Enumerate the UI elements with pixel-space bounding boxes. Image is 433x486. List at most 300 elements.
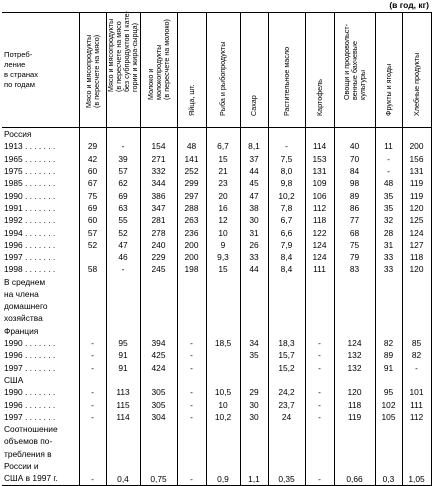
table-cell: [206, 349, 240, 361]
table-cell: 42: [79, 153, 106, 165]
table-cell: 299: [177, 177, 206, 189]
table-cell: -: [305, 386, 334, 398]
table-cell: [240, 128, 268, 141]
table-cell: 386: [140, 189, 177, 201]
table-cell: 0,4: [106, 423, 140, 485]
table-cell: 35: [240, 349, 268, 361]
table-row: [2, 140, 431, 152]
table-row: [2, 411, 431, 423]
column-header-potatoes: [305, 13, 334, 128]
table-cell: 85: [402, 337, 431, 349]
table-cell: [106, 325, 140, 337]
table-cell: 9: [206, 239, 240, 251]
table-cell: 10: [206, 226, 240, 238]
table-cell: 30: [240, 214, 268, 226]
table-cell: [140, 325, 177, 337]
column-header-meat-net: [106, 10, 140, 128]
table-cell: 347: [140, 202, 177, 214]
table-cell: -: [177, 362, 206, 374]
table-cell: [375, 374, 402, 386]
table-cell: 55: [106, 214, 140, 226]
table-cell: 30: [240, 399, 268, 411]
column-header-milk: [140, 13, 177, 128]
table-cell: 118: [402, 251, 431, 263]
column-header-eggs: [177, 13, 206, 128]
table-cell: [79, 374, 106, 386]
table-cell: 252: [177, 165, 206, 177]
table-cell: [206, 362, 240, 374]
table-cell: -: [79, 337, 106, 349]
table-cell: [177, 128, 206, 141]
table-cell: 60: [79, 214, 106, 226]
row-label: 1998 . . . . . . .: [2, 263, 79, 275]
table-cell: 15,2: [268, 362, 305, 374]
table-cell: 424: [140, 362, 177, 374]
column-header-sugar: [240, 13, 268, 128]
table-cell: 48: [375, 177, 402, 189]
table-cell: 40: [334, 140, 375, 152]
table-row: [2, 423, 431, 485]
row-label: В среднем на члена домашнего хозяйства: [2, 276, 79, 325]
table-cell: 245: [140, 263, 177, 275]
table-cell: 44: [240, 165, 268, 177]
table-cell: 39: [106, 153, 140, 165]
table-cell: [106, 128, 140, 141]
table-cell: [402, 276, 431, 325]
table-cell: [268, 374, 305, 386]
table-cell: 120: [334, 386, 375, 398]
table-cell: -: [375, 165, 402, 177]
table-cell: 98: [334, 177, 375, 189]
table-cell: 1,1: [240, 423, 268, 485]
table-cell: 79: [334, 251, 375, 263]
column-header-vegetables: [334, 13, 375, 128]
table-cell: 425: [140, 349, 177, 361]
table-cell: 6,6: [268, 226, 305, 238]
table-cell: [240, 325, 268, 337]
table-cell: [106, 276, 140, 325]
table-row: [2, 251, 431, 263]
table-cell: 278: [140, 226, 177, 238]
table-cell: 1,05: [402, 423, 431, 485]
table-cell: 10,2: [206, 411, 240, 423]
table-cell: 109: [305, 177, 334, 189]
table-cell: 37: [240, 153, 268, 165]
column-header-label: Картофель: [314, 79, 324, 116]
table-cell: [305, 325, 334, 337]
row-label: США: [2, 374, 79, 386]
table-row: [2, 202, 431, 214]
row-label: 1985 . . . . . . .: [2, 177, 79, 189]
header-row: [2, 13, 431, 128]
row-label: 1996 . . . . . . .: [2, 239, 79, 251]
table-cell: 124: [402, 226, 431, 238]
table-cell: [240, 276, 268, 325]
table-cell: 8,4: [268, 263, 305, 275]
table-cell: 95: [375, 386, 402, 398]
table-cell: 33: [375, 251, 402, 263]
row-label: 1990 . . . . . . .: [2, 189, 79, 201]
table-cell: 8,1: [240, 140, 268, 152]
table-cell: [268, 276, 305, 325]
table-cell: [206, 374, 240, 386]
table-cell: 32: [375, 214, 402, 226]
table-cell: 89: [375, 349, 402, 361]
table-cell: 91: [106, 362, 140, 374]
table-cell: -: [177, 399, 206, 411]
table-cell: 84: [334, 165, 375, 177]
table-cell: 131: [305, 165, 334, 177]
table-cell: 8,0: [268, 165, 305, 177]
table-cell: [79, 325, 106, 337]
table-cell: 304: [140, 411, 177, 423]
table-cell: 52: [106, 226, 140, 238]
table-cell: 198: [177, 263, 206, 275]
table-cell: 18,3: [268, 337, 305, 349]
table-cell: 29: [79, 140, 106, 152]
table-cell: 114: [305, 140, 334, 152]
row-label: Россия: [2, 128, 79, 141]
table-cell: 101: [402, 386, 431, 398]
row-label: 1913 . . . . . . .: [2, 140, 79, 152]
table-row: [2, 214, 431, 226]
table-cell: -: [79, 423, 106, 485]
table-cell: [305, 276, 334, 325]
table-cell: -: [177, 337, 206, 349]
table-cell: 122: [305, 226, 334, 238]
table-cell: 240: [140, 239, 177, 251]
column-header-label: Мясо и мясопродукты (в пересчете на мясо): [83, 34, 101, 108]
table-cell: 75: [334, 239, 375, 251]
table-cell: 23,7: [268, 399, 305, 411]
table-cell: 332: [140, 165, 177, 177]
table-row: [2, 128, 431, 141]
table-cell: 11: [375, 140, 402, 152]
table-cell: 91: [106, 349, 140, 361]
table-cell: 29: [240, 386, 268, 398]
table-cell: 119: [402, 177, 431, 189]
table-cell: 21: [206, 165, 240, 177]
table-cell: -: [79, 362, 106, 374]
table-cell: 23: [206, 177, 240, 189]
table-cell: 31: [240, 226, 268, 238]
column-header-label: Мясо и мясопродукты (в пересчете на мясо без субпродуктов I кате- гории и жира-сырца): [106, 10, 139, 92]
table-cell: 33: [240, 251, 268, 263]
table-cell: [334, 276, 375, 325]
table-row: [2, 165, 431, 177]
table-row: [2, 399, 431, 411]
table-cell: 111: [402, 399, 431, 411]
table-row: [2, 349, 431, 361]
row-label: 1975 . . . . . . .: [2, 165, 79, 177]
table-cell: 67: [79, 177, 106, 189]
table-cell: -: [402, 362, 431, 374]
row-label-header: Потреб- ление в странах по годам: [2, 13, 79, 128]
column-header-label: Рыба и рыбопродукты: [218, 41, 227, 116]
table-cell: 18,5: [206, 337, 240, 349]
table-cell: -: [106, 140, 140, 152]
table-body: [2, 128, 431, 486]
table-cell: 69: [79, 202, 106, 214]
row-label: Соотношение объемов по- требления в России и США в 1997 г.: [2, 423, 79, 485]
table-cell: 119: [334, 411, 375, 423]
table-cell: 30: [240, 411, 268, 423]
table-cell: 7,9: [268, 239, 305, 251]
table-cell: 57: [106, 165, 140, 177]
table-cell: [79, 251, 106, 263]
table-cell: 89: [334, 189, 375, 201]
table-cell: 200: [177, 239, 206, 251]
table-cell: 6,7: [206, 140, 240, 152]
table-cell: 33: [375, 263, 402, 275]
column-header-meat: [79, 13, 106, 128]
table-cell: -: [79, 399, 106, 411]
table-cell: 47: [106, 239, 140, 251]
table-row: [2, 263, 431, 275]
table-cell: 38: [240, 202, 268, 214]
table-cell: 16: [206, 202, 240, 214]
table-cell: 35: [375, 202, 402, 214]
column-header-bread: [402, 13, 431, 128]
column-header-fruits: [375, 13, 402, 128]
table-cell: 153: [305, 153, 334, 165]
table-cell: -: [177, 386, 206, 398]
table-cell: -: [106, 263, 140, 275]
table-cell: 62: [106, 177, 140, 189]
table-cell: 10: [206, 399, 240, 411]
table-cell: 118: [334, 399, 375, 411]
table-row: [2, 362, 431, 374]
column-header-label: Хлебные продукты: [411, 52, 421, 116]
table-cell: 82: [375, 337, 402, 349]
table-cell: 106: [305, 189, 334, 201]
table-cell: 7,8: [268, 202, 305, 214]
table-cell: [106, 374, 140, 386]
table-cell: 0,66: [334, 423, 375, 485]
table-cell: 281: [140, 214, 177, 226]
table-cell: [402, 325, 431, 337]
table-cell: 47: [240, 189, 268, 201]
table-cell: 15,7: [268, 349, 305, 361]
table-cell: 28: [375, 226, 402, 238]
table-cell: 200: [177, 251, 206, 263]
table-cell: [240, 374, 268, 386]
table-cell: [240, 362, 268, 374]
table-cell: 124: [305, 251, 334, 263]
table-cell: 105: [375, 411, 402, 423]
table-cell: 132: [334, 362, 375, 374]
table-cell: -: [79, 386, 106, 398]
table-cell: 305: [140, 386, 177, 398]
table-cell: 124: [334, 337, 375, 349]
table-cell: 102: [375, 399, 402, 411]
table-cell: 12: [206, 214, 240, 226]
table-cell: -: [177, 411, 206, 423]
table-cell: 115: [106, 399, 140, 411]
table-cell: 112: [305, 202, 334, 214]
table-cell: 45: [240, 177, 268, 189]
table-cell: 68: [334, 226, 375, 238]
table-cell: 60: [79, 165, 106, 177]
row-label: 1997 . . . . . . .: [2, 411, 79, 423]
table-row: [2, 153, 431, 165]
table-cell: -: [305, 349, 334, 361]
row-label: 1996 . . . . . . .: [2, 399, 79, 411]
table-cell: 156: [402, 153, 431, 165]
table-cell: 271: [140, 153, 177, 165]
table-cell: 86: [334, 202, 375, 214]
table-cell: 0,3: [375, 423, 402, 485]
table-cell: 15: [206, 263, 240, 275]
table-cell: 6,7: [268, 214, 305, 226]
table-cell: [268, 325, 305, 337]
table-cell: 120: [402, 263, 431, 275]
table-cell: [334, 128, 375, 141]
row-label: 1965 . . . . . . .: [2, 153, 79, 165]
table-cell: [140, 276, 177, 325]
row-label: Франция: [2, 325, 79, 337]
table-cell: 200: [402, 140, 431, 152]
column-header-label: Яйца, шт.: [186, 84, 196, 116]
column-header-fish: [206, 13, 240, 128]
table-cell: 0,35: [268, 423, 305, 485]
table-cell: 305: [140, 399, 177, 411]
table-cell: 10,5: [206, 386, 240, 398]
table-cell: 236: [177, 226, 206, 238]
table-cell: 394: [140, 337, 177, 349]
table-cell: 131: [402, 165, 431, 177]
table-cell: [375, 276, 402, 325]
table-cell: 114: [106, 411, 140, 423]
table-cell: 120: [402, 202, 431, 214]
table-cell: 118: [305, 214, 334, 226]
table-cell: [268, 128, 305, 141]
table-cell: 24,2: [268, 386, 305, 398]
table-cell: [402, 374, 431, 386]
table-cell: 112: [402, 411, 431, 423]
table-cell: -: [79, 349, 106, 361]
table-cell: 113: [106, 386, 140, 398]
column-header-label: Растительное масло: [281, 46, 291, 116]
row-label: 1997 . . . . . . .: [2, 362, 79, 374]
table-cell: -: [305, 399, 334, 411]
row-label: 1990 . . . . . . .: [2, 386, 79, 398]
table-cell: -: [305, 337, 334, 349]
table-cell: [375, 128, 402, 141]
table-cell: 132: [334, 349, 375, 361]
table-row: [2, 189, 431, 201]
table-cell: -: [305, 411, 334, 423]
table-row: [2, 386, 431, 398]
table-cell: [177, 276, 206, 325]
table-cell: -: [375, 153, 402, 165]
table-row: [2, 177, 431, 189]
table-cell: -: [177, 349, 206, 361]
table-cell: 44: [240, 263, 268, 275]
table-cell: 24: [268, 411, 305, 423]
table-cell: [402, 128, 431, 141]
table-cell: 9,3: [206, 251, 240, 263]
table-cell: -: [268, 140, 305, 152]
table-row: [2, 374, 431, 386]
table-cell: 125: [402, 214, 431, 226]
table-cell: 35: [375, 189, 402, 201]
table-cell: 52: [79, 239, 106, 251]
table-cell: -: [79, 411, 106, 423]
table-cell: 26: [240, 239, 268, 251]
row-label: 1992 . . . . . . .: [2, 214, 79, 226]
table-cell: 344: [140, 177, 177, 189]
column-header-label: Овощи и продовольст- венные бахчевые культуры: [341, 24, 367, 100]
row-label: 1990 . . . . . . .: [2, 337, 79, 349]
table-cell: -: [177, 423, 206, 485]
table-cell: 154: [140, 140, 177, 152]
table-cell: 48: [177, 140, 206, 152]
table-cell: 75: [79, 189, 106, 201]
table-cell: [140, 374, 177, 386]
table-cell: 34: [240, 337, 268, 349]
table-cell: 31: [375, 239, 402, 251]
table-cell: 127: [402, 239, 431, 251]
table-cell: 111: [305, 263, 334, 275]
table-cell: 8,4: [268, 251, 305, 263]
table-cell: [334, 325, 375, 337]
table-cell: 0,9: [206, 423, 240, 485]
table-cell: 9,8: [268, 177, 305, 189]
table-cell: 91: [375, 362, 402, 374]
table-cell: [334, 374, 375, 386]
consumption-table: [2, 12, 432, 486]
table-cell: [206, 325, 240, 337]
row-label: 1991 . . . . . . .: [2, 202, 79, 214]
table-cell: [206, 128, 240, 141]
row-label: 1996 . . . . . . .: [2, 349, 79, 361]
table-cell: [79, 128, 106, 141]
table-cell: 46: [106, 251, 140, 263]
table-cell: 58: [79, 263, 106, 275]
table-cell: 10,2: [268, 189, 305, 201]
table-row: [2, 239, 431, 251]
table-cell: 63: [106, 202, 140, 214]
table-cell: 70: [334, 153, 375, 165]
table-cell: 82: [402, 349, 431, 361]
table-cell: 69: [106, 189, 140, 201]
unit-caption: (в год, кг): [389, 0, 429, 10]
table-row: [2, 325, 431, 337]
table-cell: [79, 276, 106, 325]
row-label: 1994 . . . . . . .: [2, 226, 79, 238]
table-row: [2, 226, 431, 238]
table-cell: 7,5: [268, 153, 305, 165]
table-cell: 20: [206, 189, 240, 201]
table-row: [2, 276, 431, 325]
table-cell: -: [305, 362, 334, 374]
table-cell: 263: [177, 214, 206, 226]
table-cell: [375, 325, 402, 337]
table-cell: 15: [206, 153, 240, 165]
table-cell: [177, 325, 206, 337]
table-cell: 57: [79, 226, 106, 238]
table-cell: 83: [334, 263, 375, 275]
table-cell: 0,75: [140, 423, 177, 485]
table-cell: 297: [177, 189, 206, 201]
table-cell: [177, 374, 206, 386]
table-cell: [305, 374, 334, 386]
table-cell: 95: [106, 337, 140, 349]
table-row: [2, 337, 431, 349]
table-cell: [305, 128, 334, 141]
table-cell: 288: [177, 202, 206, 214]
